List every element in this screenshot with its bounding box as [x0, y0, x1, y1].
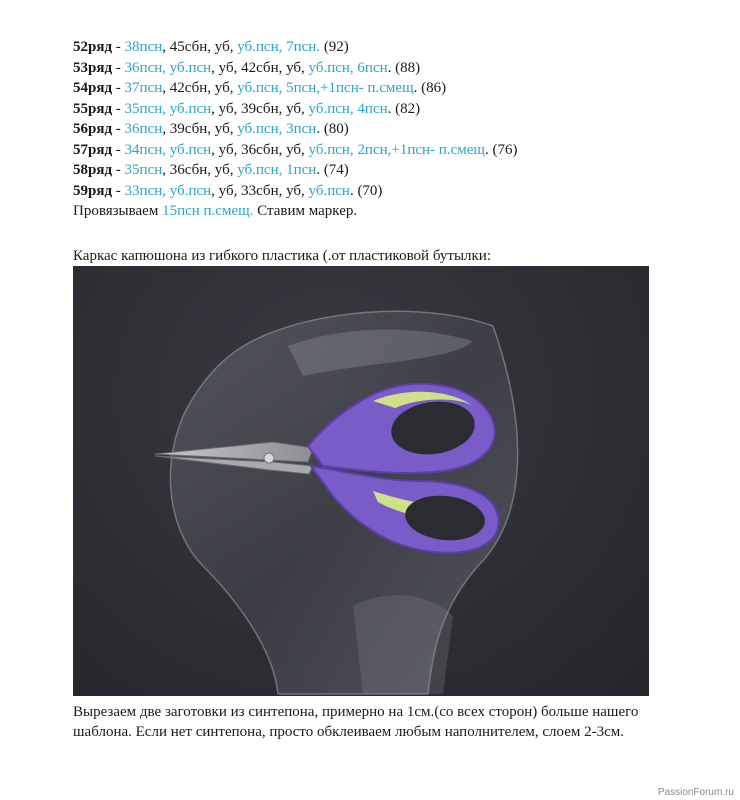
- stitch-count: уб.псн: [308, 182, 350, 199]
- row-instructions: [73, 37, 673, 222]
- row-label: 56ряд: [73, 121, 113, 137]
- stitch-count: уб.псн, 2псн,+1псн- п.смещ: [308, 141, 485, 158]
- instruction-paragraph: Вырезаем две заготовки из синтепона, примерно на 1см.(со всех сторон) больше нашего шаблона. Если нет синтепона, просто обклеиваем любым наполнителем, слоем 2-3см.: [73, 704, 639, 740]
- row-label: 53ряд: [73, 59, 113, 76]
- row-total: . (80): [316, 121, 349, 137]
- row-text: -: [112, 39, 125, 55]
- row-text: -: [112, 162, 125, 178]
- row-total: . (74): [316, 162, 349, 178]
- row-text: , уб, 36сбн, уб,: [211, 141, 309, 158]
- stitch-count: 33псн, уб.псн: [124, 182, 212, 199]
- stitch-count: 37псн: [124, 80, 163, 96]
- stitch-count: 36псн, уб.псн: [124, 59, 212, 76]
- row-56: [73, 119, 673, 140]
- row-text: , уб, 33сбн, уб,: [211, 182, 309, 199]
- row-text: -: [112, 80, 125, 96]
- row-text: , уб, 39сбн, уб,: [211, 100, 309, 117]
- stitch-count: 34псн, уб.псн: [124, 141, 212, 158]
- stitch-count: уб.псн, 7псн.: [237, 39, 321, 55]
- photo-illustration: [73, 266, 649, 696]
- scissor-pivot: [264, 453, 274, 463]
- stitch-count: уб.псн, 5псн,+1псн- п.смещ: [237, 80, 414, 96]
- plastic-sheet-highlight: [353, 595, 453, 694]
- row-total: (92): [320, 39, 349, 55]
- row-text: -: [112, 100, 125, 117]
- row-59: [73, 181, 673, 202]
- row-label: 57ряд: [73, 141, 113, 158]
- row-54: [73, 78, 673, 99]
- row-label: 54ряд: [73, 80, 113, 96]
- row-text: , 42сбн, уб,: [162, 80, 238, 96]
- tie-off-line: [73, 201, 673, 222]
- row-total: . (82): [387, 100, 421, 117]
- row-text: -: [112, 182, 125, 199]
- stitch-count: 35псн, уб.псн: [124, 100, 212, 117]
- stitch-count: уб.псн, 4псн: [308, 100, 388, 117]
- row-label: 55ряд: [73, 100, 113, 117]
- stitch-count: 38псн: [124, 39, 163, 55]
- row-text: -: [112, 141, 125, 158]
- row-text: , 36сбн, уб,: [162, 162, 238, 178]
- row-total: . (76): [484, 141, 518, 158]
- row-label: 58ряд: [73, 162, 113, 178]
- row-total: . (70): [349, 182, 383, 199]
- photo-plastic-frame-with-scissors: [73, 266, 649, 696]
- tie-off-text: Ставим маркер.: [253, 203, 358, 219]
- row-53: [73, 58, 673, 79]
- photo-caption: Каркас капюшона из гибкого пластика (.от пластиковой бутылки:: [73, 248, 491, 264]
- row-text: -: [112, 59, 125, 76]
- row-label: 59ряд: [73, 182, 113, 199]
- row-55: [73, 99, 673, 120]
- row-57: [73, 140, 673, 161]
- stitch-count: 35псн: [124, 162, 163, 178]
- row-text: , 45сбн, уб,: [162, 39, 238, 55]
- stitch-count: 36псн: [124, 121, 163, 137]
- stitch-count: уб.псн, 6псн: [308, 59, 388, 76]
- row-58: [73, 160, 673, 181]
- row-total: . (86): [413, 80, 447, 96]
- row-label: 52ряд: [73, 39, 113, 55]
- stitch-count: уб.псн, 1псн: [237, 162, 317, 178]
- tie-off-text: Провязываем: [73, 203, 163, 219]
- stitch-count: уб.псн, 3псн: [237, 121, 317, 137]
- stitch-count: 15псн п.смещ.: [162, 203, 254, 219]
- row-text: , 39сбн, уб,: [162, 121, 238, 137]
- row-text: , уб, 42сбн, уб,: [211, 59, 309, 76]
- watermark: PassionForum.ru: [657, 787, 734, 798]
- row-total: . (88): [387, 59, 421, 76]
- row-52: [73, 37, 673, 58]
- row-text: -: [112, 121, 125, 137]
